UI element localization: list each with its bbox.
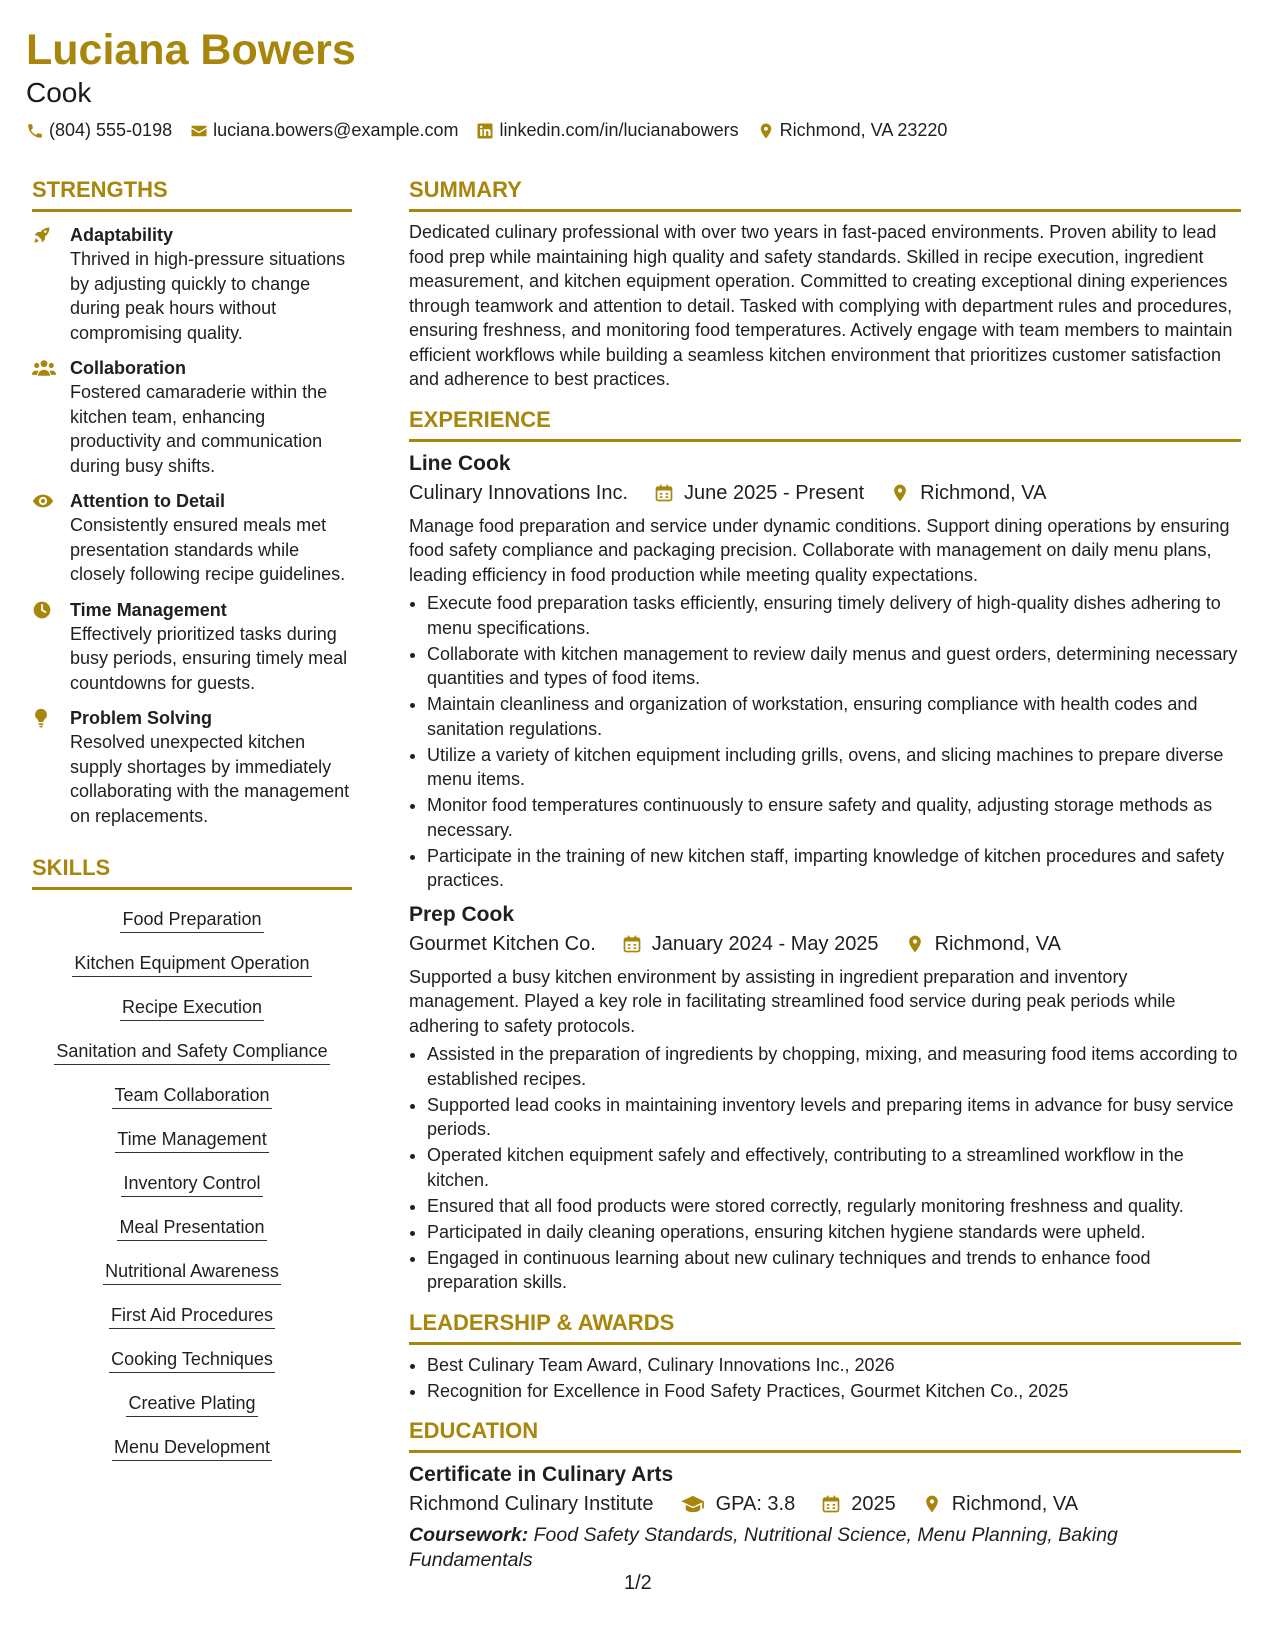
- coursework-text: Food Safety Standards, Nutritional Science, Menu Planning, Baking Fundamentals: [409, 1524, 1118, 1571]
- list-item: • Ensured that all food products were stored correctly, regularly monitoring freshness and quality.: [427, 1194, 1241, 1219]
- resume-header: [26, 24, 1249, 141]
- rocket-icon: [32, 225, 52, 245]
- skill-tag: Creative Plating: [126, 1390, 257, 1417]
- skill-tag: Menu Development: [112, 1434, 272, 1461]
- skill-tag: Recipe Execution: [120, 994, 264, 1021]
- linkedin-icon: [476, 122, 494, 140]
- candidate-name: Luciana Bowers: [26, 26, 356, 74]
- list-item: • Collaborate with kitchen management to review daily menus and guest orders, determining necessary quantities and types of food items.: [427, 642, 1241, 691]
- summary-section: [409, 176, 1241, 392]
- degree-title: Certificate in Culinary Arts: [409, 1463, 674, 1486]
- calendar-icon: [821, 1494, 841, 1514]
- list-item: • Execute food preparation tasks efficiently, ensuring timely delivery of high-quality dishes adhering to menu specifications.: [427, 591, 1241, 640]
- gpa-text: GPA: 3.8: [715, 1493, 796, 1515]
- experience-title: EXPERIENCE: [409, 406, 1241, 442]
- skills-title: SKILLS: [32, 854, 352, 890]
- education-section: [409, 1417, 1241, 1573]
- job-entry: [409, 450, 1241, 893]
- skill-tag: Food Preparation: [120, 906, 263, 933]
- candidate-role: Cook: [26, 77, 92, 108]
- job-meta: [409, 478, 1241, 508]
- phone-text: (804) 555-0198: [49, 120, 173, 140]
- education-title: EDUCATION: [409, 1417, 1241, 1453]
- job-title: Line Cook: [409, 451, 511, 475]
- contact-email[interactable]: [190, 120, 458, 141]
- list-item: • Participated in daily cleaning operations, ensuring kitchen hygiene standards were upheld.: [427, 1220, 1241, 1245]
- summary-title: SUMMARY: [409, 176, 1241, 212]
- strength-desc: Resolved unexpected kitchen supply shortages by immediately collaborating with the management on replacements.: [70, 732, 350, 826]
- list-item: • Assisted in the preparation of ingredients by chopping, mixing, and measuring food items according to established recipes.: [427, 1042, 1241, 1091]
- strength-item: [32, 706, 352, 828]
- summary-text: Dedicated culinary professional with over two years in fast-paced environments. Proven ability to lead food prep while maintaining high quality and safety standards. Skilled in recipe execution, ingredient measurement, and kitchen equipment operation. Committed to creating exceptional dining experiences through teamwork and attention to detail. Tasked with complying with department rules and procedures, ensuring freshness, and monitoring food temperatures. Actively engage with team members to maintain efficient workflows while building a seamless kitchen environment that prioritizes customer satisfaction and adherence to best practices.: [409, 222, 1233, 389]
- contact-location: [757, 120, 948, 141]
- strength-desc: Consistently ensured meals met presentation standards while closely following recipe guidelines.: [70, 515, 346, 584]
- job-bullets: [409, 1042, 1241, 1295]
- education-meta: [409, 1489, 1241, 1519]
- clock-icon: [32, 600, 52, 620]
- job-dates: June 2025 - Present: [684, 481, 865, 504]
- map-pin-icon: [922, 1494, 942, 1514]
- right-column: [409, 176, 1241, 1587]
- job-location: Richmond, VA: [934, 932, 1061, 955]
- strength-item: [32, 489, 352, 587]
- contact-linkedin[interactable]: [476, 120, 738, 141]
- users-icon: [32, 358, 56, 378]
- phone-icon: [26, 122, 44, 140]
- map-pin-icon: [757, 122, 775, 140]
- left-column: [32, 176, 352, 1478]
- calendar-icon: [622, 934, 642, 954]
- skill-tag: Cooking Techniques: [109, 1346, 275, 1373]
- skill-tag: First Aid Procedures: [109, 1302, 275, 1329]
- graduation-cap-icon: [680, 1494, 706, 1514]
- list-item: • Recognition for Excellence in Food Safety Practices, Gourmet Kitchen Co., 2025: [427, 1379, 1241, 1404]
- strengths-title: STRENGTHS: [32, 176, 352, 212]
- skill-tag: Team Collaboration: [112, 1082, 271, 1109]
- strength-item: [32, 598, 352, 696]
- page-number: 1/2: [624, 1572, 652, 1594]
- list-item: • Supported lead cooks in maintaining inventory levels and preparing items in advance for busy service periods.: [427, 1093, 1241, 1142]
- calendar-icon: [654, 483, 674, 503]
- strengths-section: [32, 176, 352, 828]
- list-item: • Engaged in continuous learning about new culinary techniques and trends to enhance food preparation skills.: [427, 1246, 1241, 1295]
- map-pin-icon: [905, 934, 925, 954]
- skill-tag: Inventory Control: [121, 1170, 262, 1197]
- coursework-label: Coursework:: [409, 1524, 529, 1546]
- school-location: Richmond, VA: [951, 1493, 1079, 1515]
- job-description: Supported a busy kitchen environment by assisting in ingredient preparation and inventory management. Played a key role in facilitating streamlined food service during peak periods while adhering to safety protocols.: [409, 966, 1176, 1036]
- strength-name: Problem Solving: [70, 708, 213, 728]
- job-meta: [409, 929, 1241, 959]
- skill-tag: Nutritional Awareness: [103, 1258, 281, 1285]
- strength-name: Time Management: [70, 599, 227, 620]
- strength-name: Attention to Detail: [70, 491, 225, 511]
- skill-tag: Kitchen Equipment Operation: [72, 950, 311, 977]
- strength-item: [32, 223, 352, 345]
- graduation-year: 2025: [851, 1493, 896, 1515]
- contact-phone[interactable]: [26, 120, 172, 141]
- email-text: luciana.bowers@example.com: [213, 120, 459, 140]
- skills-list: [32, 898, 352, 1478]
- job-location: Richmond, VA: [920, 481, 1047, 504]
- strength-name: Collaboration: [70, 358, 186, 378]
- list-item: • Best Culinary Team Award, Culinary Innovations Inc., 2026: [427, 1353, 1241, 1378]
- job-company: Culinary Innovations Inc.: [409, 481, 629, 504]
- lightbulb-icon: [32, 708, 50, 728]
- map-pin-icon: [890, 483, 910, 503]
- job-bullets: [409, 591, 1241, 893]
- experience-section: [409, 406, 1241, 1295]
- list-item: • Operated kitchen equipment safely and effectively, contributing to a streamlined workflow in the kitchen.: [427, 1143, 1241, 1192]
- awards-section: [409, 1309, 1241, 1404]
- location-text: Richmond, VA 23220: [779, 120, 948, 140]
- job-description: Manage food preparation and service under dynamic conditions. Support dining operations by ensuring food safety compliance and packaging precision. Collaborate with management on daily menu plans, leading efficiency in food production while meeting quality expectations.: [409, 515, 1230, 585]
- job-company: Gourmet Kitchen Co.: [409, 932, 596, 955]
- skills-section: [32, 854, 352, 1478]
- strength-item: [32, 356, 352, 478]
- job-title: Prep Cook: [409, 902, 515, 926]
- school-name: Richmond Culinary Institute: [409, 1493, 654, 1515]
- skill-tag: Time Management: [115, 1126, 268, 1153]
- job-dates: January 2024 - May 2025: [651, 932, 879, 955]
- list-item: • Participate in the training of new kitchen staff, imparting knowledge of kitchen procedures and safety practices.: [427, 844, 1241, 893]
- envelope-icon: [190, 122, 208, 140]
- linkedin-text: linkedin.com/in/lucianabowers: [499, 120, 739, 140]
- eye-icon: [32, 491, 54, 511]
- coursework: [409, 1523, 1241, 1573]
- list-item: • Utilize a variety of kitchen equipment including grills, ovens, and slicing machines to prepare diverse menu items.: [427, 743, 1241, 792]
- skill-tag: Meal Presentation: [117, 1214, 266, 1241]
- list-item: • Monitor food temperatures continuously to ensure safety and quality, adjusting storage methods as necessary.: [427, 793, 1241, 842]
- strength-desc: Fostered camaraderie within the kitchen team, enhancing productivity and communication during busy shifts.: [70, 382, 328, 476]
- strength-name: Adaptability: [70, 225, 174, 245]
- skill-tag: Sanitation and Safety Compliance: [54, 1038, 329, 1065]
- strength-desc: Thrived in high-pressure situations by adjusting quickly to change during peak hours without compromising quality.: [70, 249, 346, 343]
- contact-bar: [26, 120, 1249, 141]
- job-entry: [409, 901, 1241, 1295]
- awards-title: LEADERSHIP & AWARDS: [409, 1309, 1241, 1345]
- awards-list: [409, 1353, 1241, 1404]
- list-item: • Maintain cleanliness and organization of workstation, ensuring compliance with health codes and sanitation regulations.: [427, 692, 1241, 741]
- strength-desc: Effectively prioritized tasks during busy periods, ensuring timely meal countdowns for guests.: [70, 623, 348, 693]
